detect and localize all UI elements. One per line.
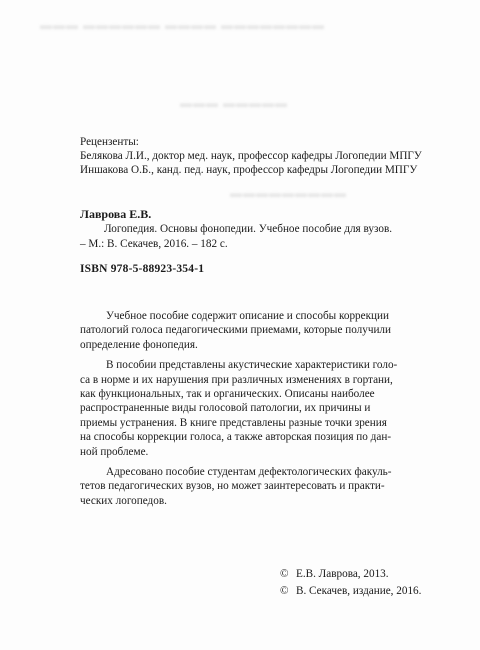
- abstract-line: определение фонопедия.: [80, 338, 198, 351]
- abstract: [80, 309, 442, 514]
- abstract-line: Учебное пособие содержит описание и способы коррекции: [106, 310, 389, 322]
- reviewer-line: Иншакова О.Б., канд. пед. наук, профессор кафедры Логопедии МПГУ: [80, 164, 418, 176]
- abstract-paragraph: [80, 465, 442, 508]
- bibliographic-imprint: – М.: В. Секачев, 2016. – 182 с.: [80, 238, 228, 250]
- bleed-through-shadow: ▬▬▬ ▬▬▬▬▬: [180, 96, 288, 110]
- copyright-text: Е.В. Лаврова, 2013.: [296, 568, 389, 580]
- copyright-symbol: ©: [280, 585, 289, 597]
- copyright-line: [280, 566, 421, 583]
- reviewers-block: [80, 135, 422, 177]
- abstract-paragraph: [80, 358, 442, 459]
- abstract-line: на способы коррекции голоса, а также авторская позиция по дан-: [80, 431, 392, 444]
- copyright-text: В. Секачев, издание, 2016.: [296, 585, 422, 597]
- reviewers-title: Рецензенты:: [80, 136, 139, 148]
- abstract-line: приемы устранения. В книге представлены разные точки зрения: [80, 416, 387, 429]
- abstract-line: тетов педагогических вузов, но может заинтересовать и практи-: [80, 480, 385, 493]
- abstract-paragraph: [80, 309, 442, 352]
- bibliographic-title: Логопедия. Основы фонопедии. Учебное пособие для вузов.: [104, 223, 393, 235]
- abstract-line: патологий голоса педагогическими приемами, которые получили: [80, 324, 392, 337]
- author-name: Лаврова Е.В.: [80, 207, 152, 221]
- copyright-line: [280, 583, 421, 600]
- isbn: ISBN 978-5-88923-354-1: [80, 263, 205, 275]
- bibliographic-description: [80, 222, 440, 252]
- bleed-through-shadow: ▬▬▬ ▬▬▬▬▬▬ ▬▬▬▬ ▬▬▬▬▬▬▬▬: [40, 18, 325, 32]
- copyright-block: [280, 566, 421, 600]
- abstract-line: распространенные виды голосовой патологии, их причины и: [80, 402, 371, 415]
- abstract-line: В пособии представлены акустические характеристики голо-: [106, 359, 398, 372]
- abstract-line: как функциональных, так и органических. Описаны наиболее: [80, 388, 375, 401]
- copyright-symbol: ©: [280, 568, 289, 580]
- abstract-line: ческих логопедов.: [80, 494, 167, 507]
- bleed-through-shadow: ▬▬▬▬▬▬▬▬▬: [230, 186, 347, 200]
- reviewer-line: Белякова Л.И., доктор мед. наук, профессор кафедры Логопедии МПГУ: [80, 150, 422, 162]
- abstract-line: Адресовано пособие студентам дефектологических факуль-: [106, 466, 392, 479]
- abstract-line: ной проблеме.: [80, 445, 149, 458]
- abstract-line: са в норме и их нарушения при различных изменениях в гортани,: [80, 373, 393, 386]
